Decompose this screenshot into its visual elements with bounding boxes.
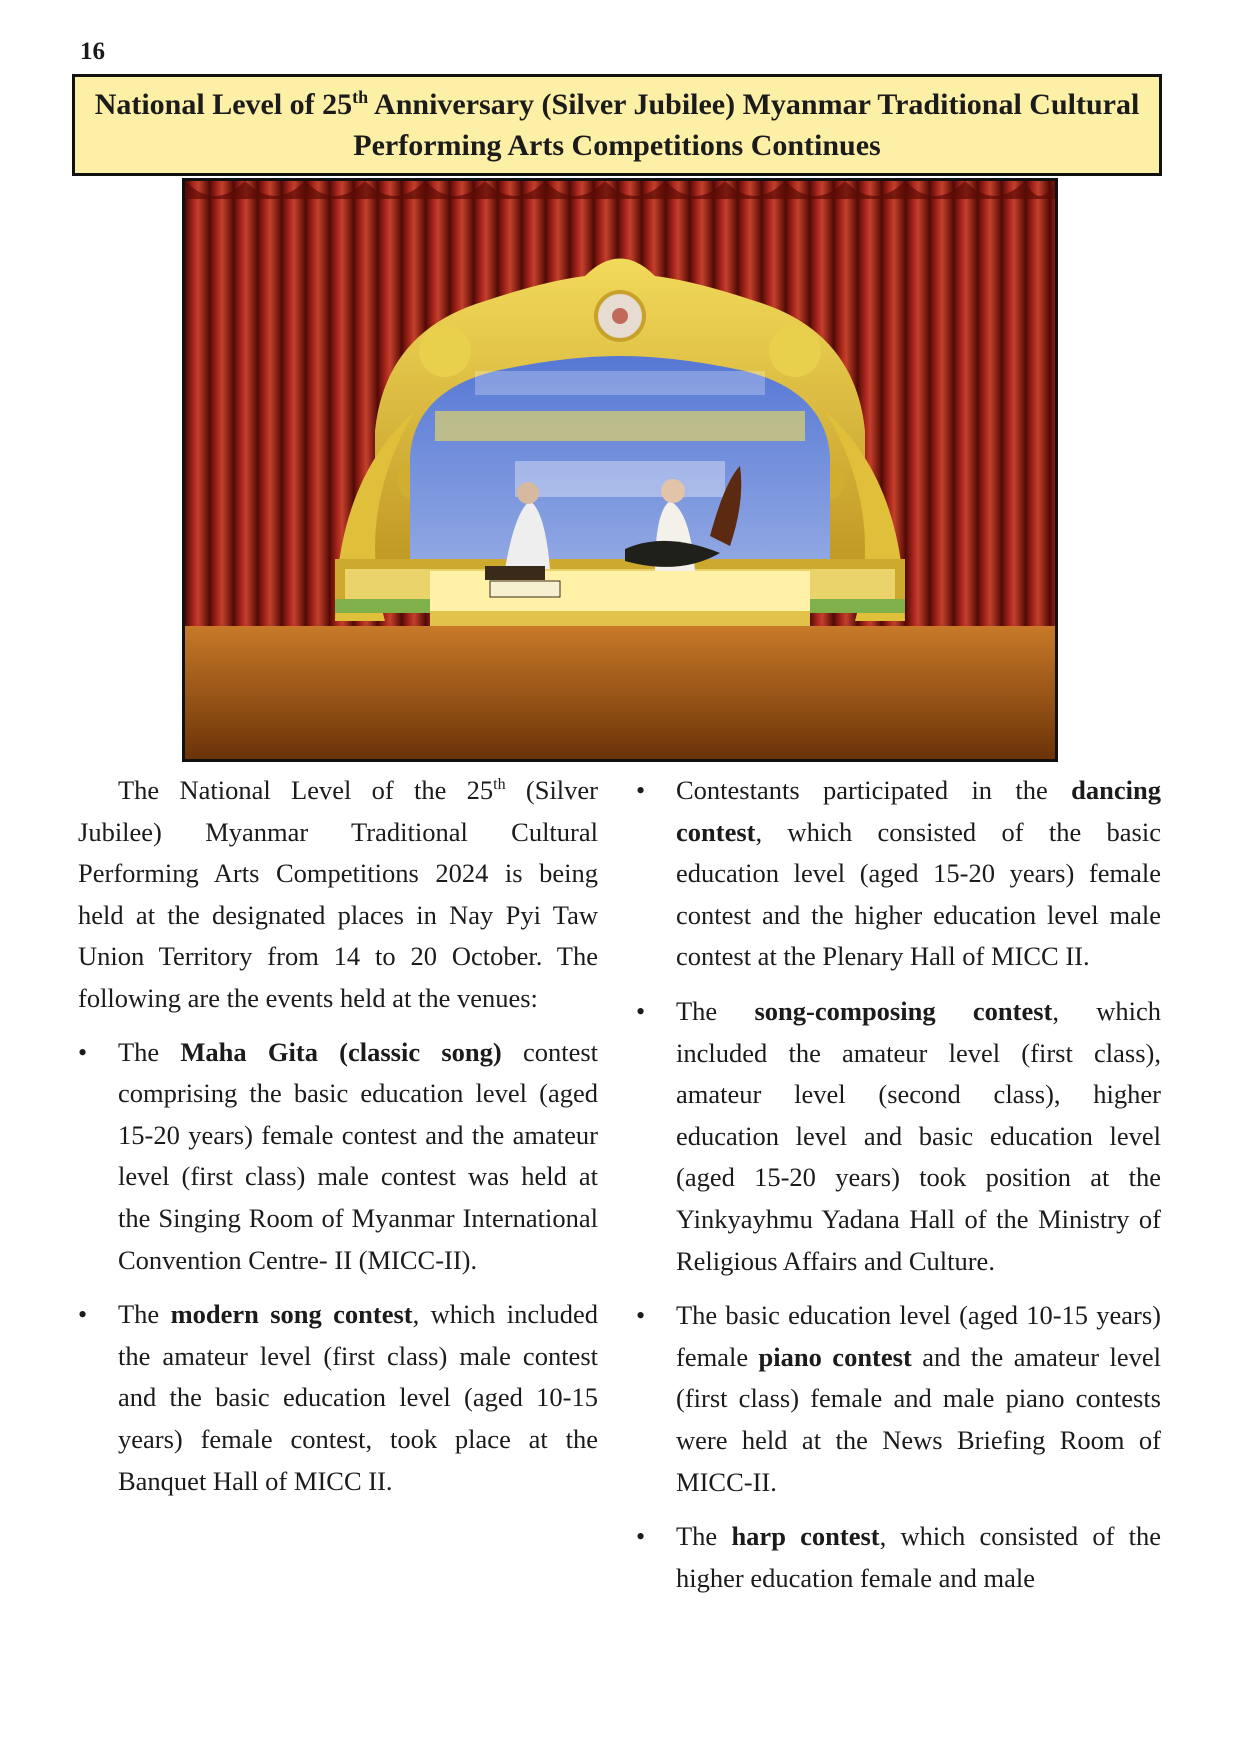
article-title-box [72, 74, 1162, 176]
left-bullet-list [78, 1032, 598, 1503]
list-item: • Contestants participated in the dancing contest, which consisted of the basic education level (aged 15-20 years) female contest and the higher education level male contest at the Plenary Hall of MICC II. [636, 770, 1161, 978]
page-number: 16 [80, 38, 105, 65]
list-item: • The song-composing contest, which included the amateur level (first class), amateur level (second class), higher education level and basic education level (aged 15-20 years) took position at the Yinkyayhmu Yadana Hall of the Ministry of Religious Affairs and Culture. [636, 991, 1161, 1282]
list-item: • The harp contest, which consisted of the higher education female and male [636, 1516, 1161, 1599]
list-item: • The basic education level (aged 10-15 years) female piano contest and the amateur level (first class) female and male piano contests were held at the News Briefing Room of MICC-II. [636, 1295, 1161, 1503]
right-bullet-list [636, 770, 1161, 1599]
article-title-line-2: Performing Arts Competitions Continues [353, 129, 881, 162]
left-column [78, 770, 598, 1515]
stage-performance-photo [182, 178, 1058, 762]
list-item: • The Maha Gita (classic song) contest comprising the basic education level (aged 15-20 years) female contest and the amateur level (first class) male contest was held at the Singing Room of Myanmar International Convention Centre- II (MICC-II). [78, 1032, 598, 1282]
article-title-line-1: National Level of 25th Anniversary (Silver Jubilee) Myanmar Traditional Cultural [94, 87, 1140, 121]
right-column [636, 770, 1161, 1612]
list-item: • The modern song contest, which included the amateur level (first class) male contest and the basic education level (aged 10-15 years) female contest, took place at the Banquet Hall of MICC II. [78, 1294, 598, 1502]
intro-paragraph: The National Level of the 25th (Silver Jubilee) Myanmar Traditional Cultural Performing Arts Competitions 2024 is being held at the designated places in Nay Pyi Taw Union Territory from 14 to 20 October. The following are the events held at the venues: [78, 775, 598, 1013]
